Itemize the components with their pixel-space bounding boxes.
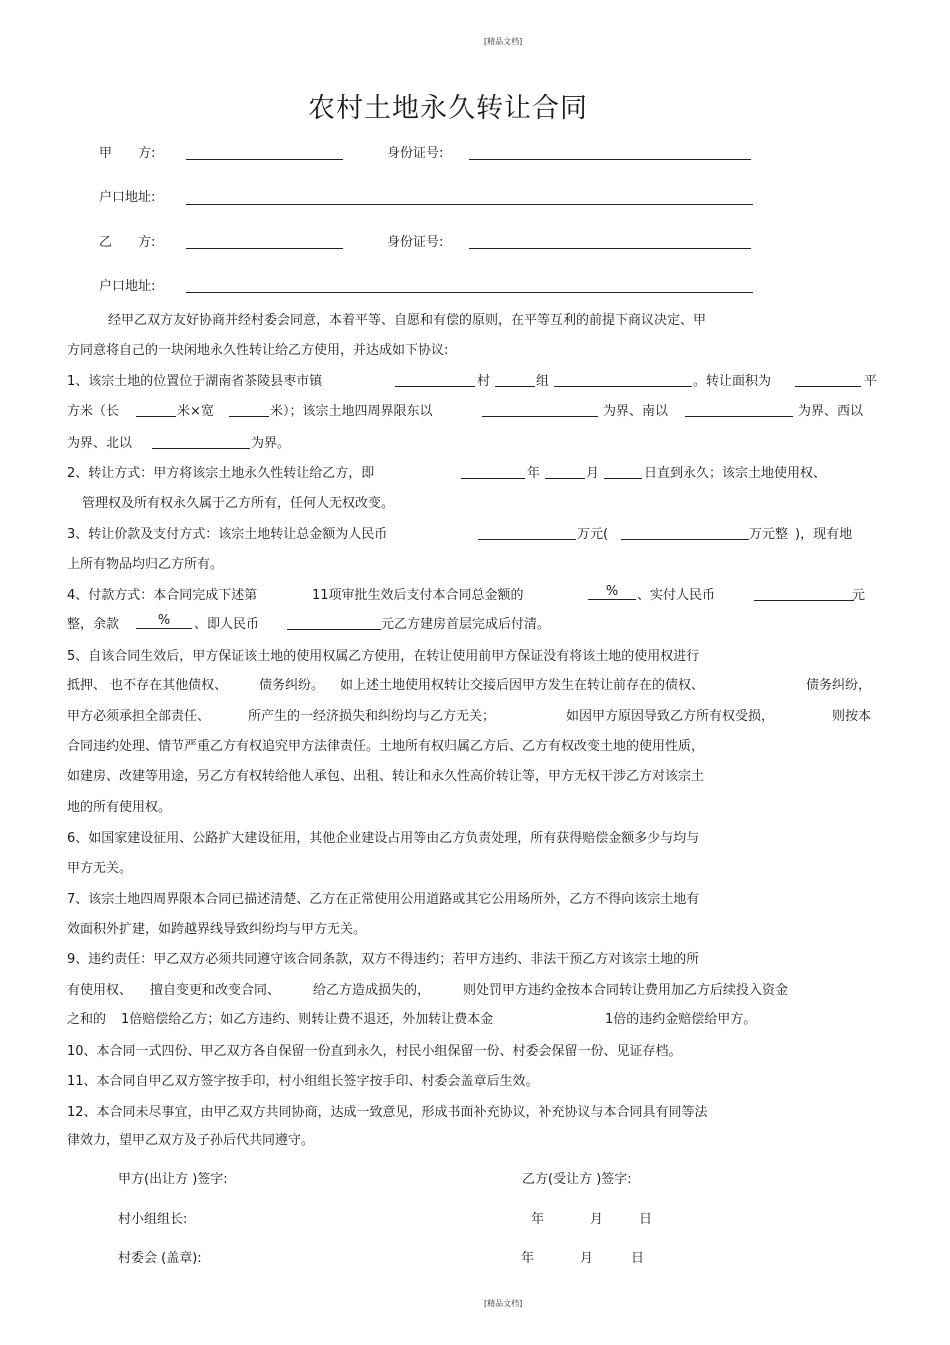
clause-11: 11、本合同自甲乙双方签字按手印，村小组组长签字按手印、村委会盖章后生效。: [67, 1074, 539, 1089]
party-b-id-label: 身份证号:: [387, 235, 444, 250]
party-a-address-label: 户口地址:: [99, 190, 156, 205]
clause-2-tail: 日直到永久；该宗土地使用权、: [644, 466, 827, 481]
clause-1-text: 1、该宗土地的位置位于湖南省茶陵县枣市镇: [67, 374, 323, 389]
clause-9-line-2c: 给乙方造成损失的，: [313, 983, 431, 998]
clause-3-amount-words-field[interactable]: [621, 539, 749, 540]
clause-5-line-5: 如建房、改建等用途，另乙方有权转给他人承包、出租、转让和永久性高价转让等，甲方无权干涉乙方对该宗土: [67, 769, 705, 784]
clause-1-unit-a: 平: [864, 374, 878, 389]
clause-1-east-field[interactable]: [482, 416, 598, 417]
clause-1-length-field[interactable]: [136, 416, 176, 417]
clause-5-line-3d: 则按本: [832, 709, 872, 724]
clause-3-unit: 万元(: [577, 527, 609, 542]
clause-5-line-2c: 如上述土地使用权转让交接后因甲方发生在转让前存在的债权、: [340, 678, 705, 693]
date-year-2: 年: [521, 1251, 535, 1266]
clause-1-south-label: 为界、南以: [603, 404, 669, 419]
clause-9-line-3a: 之和的: [67, 1012, 107, 1027]
clause-1-village-field[interactable]: [395, 386, 475, 387]
clause-6-line-1: 6、如国家建设征用、公路扩大建设征用，其他企业建设占用等由乙方负责处理，所有获得赔偿金额多少与均与: [67, 831, 700, 846]
clause-12-line-2: 律效力，望甲乙双方及子孙后代共同遵守。: [67, 1133, 315, 1148]
page-title: 农村土地永久转让合同: [308, 93, 588, 124]
clause-4-pay-field[interactable]: [754, 600, 854, 601]
date-month-1: 月: [590, 1212, 604, 1227]
party-b-label: 乙 方:: [99, 235, 156, 250]
party-a-id-label: 身份证号:: [387, 146, 444, 161]
footer-tag: [精品文档]: [484, 1299, 523, 1308]
clause-5-line-2b: 债务纠纷。: [259, 678, 325, 693]
clause-3-amount-field[interactable]: [478, 539, 576, 540]
clause-3-unit-words: 万元整: [749, 527, 789, 542]
clause-1-unit-b: 方米（长: [67, 404, 120, 419]
clause-9-line-2b: 擅自变更和改变合同、: [150, 983, 281, 998]
clause-2-text: 2、转让方式：甲方将该宗土地永久性转让给乙方，即: [67, 466, 375, 481]
clause-1-end: 为界。: [251, 436, 291, 451]
clause-1-area-label: 。转让面积为: [693, 374, 772, 389]
clause-4-text: 4、付款方式：本合同完成下述第: [67, 588, 258, 603]
clause-9-line-3b: 1倍赔偿给乙方；如乙方违约、则转让费不退还，外加转让费本金: [121, 1012, 494, 1027]
clause-3-text: 3、转让价款及支付方式：该宗土地转让总金额为人民币: [67, 527, 388, 542]
clause-7-line-2: 效面积外扩建，如跨越界线导致纠纷均与甲方无关。: [67, 922, 367, 937]
clause-2-year-field[interactable]: [461, 478, 525, 479]
clause-2-month-field[interactable]: [545, 478, 585, 479]
clause-5-line-6: 地的所有使用权。: [67, 800, 172, 815]
clause-4-text-b: 11项审批生效后支付本合同总金额的: [312, 588, 524, 603]
party-b-address-label: 户口地址:: [99, 279, 156, 294]
clause-1-east-label: 米）；该宗土地四周界限东以: [270, 404, 433, 419]
date-day-2: 日: [631, 1251, 645, 1266]
clause-5-line-3c: 如因甲方原因导致乙方所有权受损，: [566, 709, 775, 724]
date-day-1: 日: [639, 1212, 653, 1227]
clause-4-balance-percent-field[interactable]: %: [136, 613, 192, 629]
clause-1-north-label: 为界、北以: [67, 436, 133, 451]
clause-9-line-2a: 有使用权、: [67, 983, 133, 998]
party-b-id-field[interactable]: [469, 248, 751, 249]
clause-1-width-field[interactable]: [229, 416, 269, 417]
signature-party-a[interactable]: 甲方(出让方 )签字:: [118, 1172, 228, 1187]
clause-1-south-field[interactable]: [685, 416, 793, 417]
clause-3-tail: )，现有地: [795, 527, 853, 542]
intro-line-2: 方同意将自己的一块闲地永久性转让给乙方使用，并达成如下协议:: [67, 343, 449, 358]
clause-2-month-label: 月: [586, 466, 600, 481]
clause-12-line-1: 12、本合同未尽事宜，由甲乙双方共同协商，达成一致意见，形成书面补充协议，补充协议与本合同具有同等法: [67, 1105, 708, 1120]
party-b-name-field[interactable]: [186, 248, 343, 249]
signature-group-leader[interactable]: 村小组组长:: [118, 1212, 188, 1227]
clause-1-group-field[interactable]: [495, 386, 535, 387]
clause-5-line-3b: 所产生的一经济损失和纠纷均与乙方无关；: [248, 709, 496, 724]
clause-3-line-2: 上所有物品均归乙方所有。: [67, 557, 224, 572]
clause-6-line-2: 甲方无关。: [67, 861, 133, 876]
clause-2-day-field[interactable]: [604, 478, 642, 479]
clause-4-rmb-label: 、即人民币: [194, 617, 260, 632]
party-a-label: 甲 方:: [99, 146, 156, 161]
clause-2-year-label: 年: [527, 466, 541, 481]
signature-committee-seal[interactable]: 村委会 (盖章):: [118, 1251, 202, 1266]
intro-line-1: 经甲乙双方友好协商并经村委会同意，本着平等、自愿和有偿的原则，在平等互利的前提下商议决定、甲: [108, 313, 707, 328]
clause-7-line-1: 7、该宗土地四周界限本合同已描述清楚、乙方在正常使用公用道路或其它公用场所外，乙方不得向该宗土地有: [67, 892, 700, 907]
clause-1-north-field[interactable]: [152, 448, 250, 449]
clause-4-yuan: 元: [852, 588, 866, 603]
clause-4-pay-label: 、实付人民币: [637, 588, 716, 603]
clause-9-line-3c: 1倍的违约金赔偿给甲方。: [605, 1012, 757, 1027]
clause-2-line-2: 管理权及所有权永久属于乙方所有，任何人无权改变。: [82, 496, 395, 511]
clause-1-width-label: 米×宽: [177, 404, 214, 419]
clause-9-line-1: 9、违约责任：甲乙双方必须共同遵守该合同条款，双方不得违约；若甲方违约、非法干预乙方对该宗土地的所: [67, 952, 700, 967]
clause-9-line-2d: 则处罚甲方违约金按本合同转让费用加乙方后续投入资金: [463, 983, 789, 998]
party-b-address-field[interactable]: [186, 292, 753, 293]
party-a-address-field[interactable]: [186, 204, 753, 205]
clause-4-percent-field[interactable]: %: [588, 584, 636, 600]
date-year-1: 年: [531, 1212, 545, 1227]
clause-1-village-label: 村: [477, 374, 491, 389]
clause-5-line-2d: 债务纠纷，: [806, 678, 872, 693]
clause-4-balance-field[interactable]: [287, 629, 381, 630]
signature-party-b[interactable]: 乙方(受让方 )签字:: [522, 1172, 632, 1187]
header-tag: [精品文档]: [484, 37, 523, 46]
clause-5-line-3a: 甲方必须承担全部责任、: [67, 709, 211, 724]
clause-1-location-field[interactable]: [554, 386, 692, 387]
clause-5-line-1: 5、自该合同生效后，甲方保证该土地的使用权属乙方使用，在转让使用前甲方保证没有将该土地的使用权进行: [67, 649, 700, 664]
party-a-name-field[interactable]: [186, 159, 343, 160]
clause-1-west-label: 为界、西以: [798, 404, 864, 419]
clause-5-line-4: 合同违约处理、情节严重乙方有权追究甲方法律责任。土地所有权归属乙方后、乙方有权改变土地的使用性质，: [67, 739, 705, 754]
clause-4-balance-label: 整，余款: [67, 617, 120, 632]
clause-10: 10、本合同一式四份、甲乙双方各自保留一份直到永久，村民小组保留一份、村委会保留一份、见证存档。: [67, 1044, 682, 1059]
clause-4-tail: 元乙方建房首层完成后付清。: [381, 617, 551, 632]
clause-1-area-field[interactable]: [795, 386, 861, 387]
clause-5-line-2a: 抵押、 也不存在其他债权、: [67, 678, 228, 693]
date-month-2: 月: [580, 1251, 594, 1266]
clause-1-group-label: 组: [536, 374, 550, 389]
party-a-id-field[interactable]: [469, 159, 751, 160]
